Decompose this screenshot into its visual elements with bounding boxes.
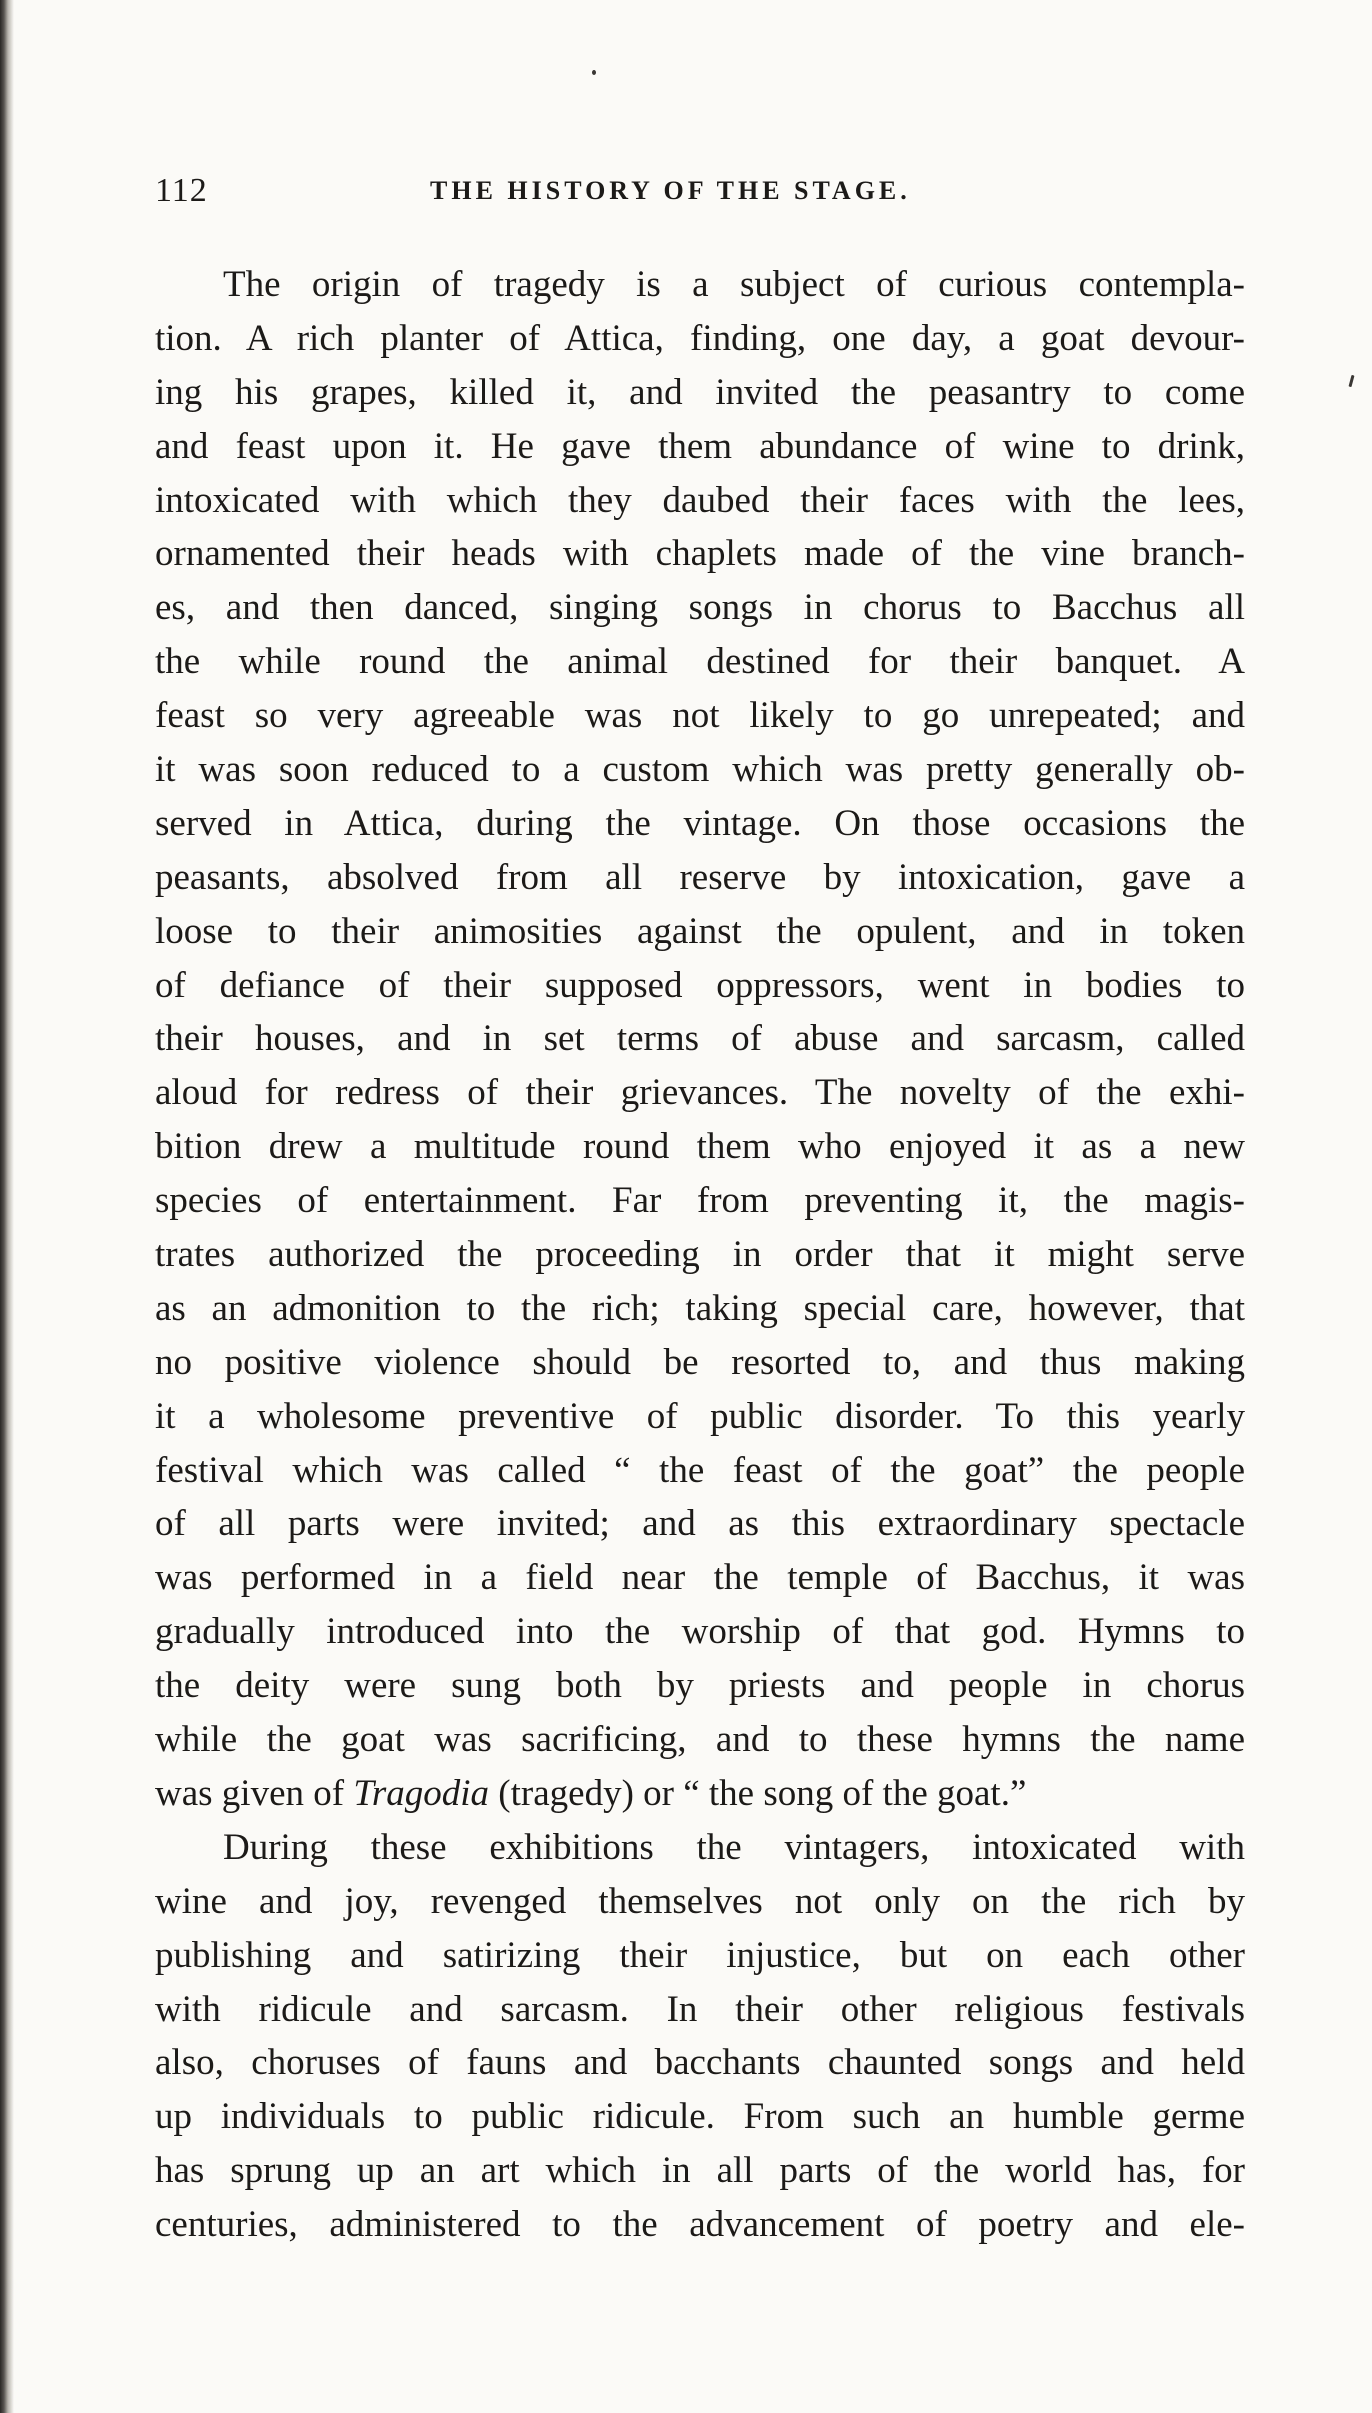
text-line: of defiance of their supposed oppressors, went in bodies to <box>155 964 1245 1006</box>
text-line: ing his grapes, killed it, and invited the peasantry to come <box>155 371 1245 413</box>
text-line: was performed in a field near the temple of Bacchus, it was <box>155 1557 1245 1599</box>
text-line: trates authorized the proceeding in order that it might serve <box>155 1234 1245 1276</box>
text-line: gradually introduced into the worship of that god. Hymns to <box>155 1611 1245 1653</box>
text-line: with ridicule and sarcasm. In their other religious festivals <box>155 1988 1245 2030</box>
text-run: (tragedy) or “ the song of the goat.” <box>489 1772 1027 1814</box>
text-line: species of entertainment. Far from preventing it, the magis- <box>155 1180 1245 1222</box>
text-line: The origin of tragedy is a subject of curious contempla- <box>223 264 1245 305</box>
text-line: bition drew a multitude round them who enjoyed it as a new <box>155 1126 1245 1168</box>
text-line: peasants, absolved from all reserve by intoxication, gave a <box>155 856 1245 898</box>
text-line: and feast upon it. He gave them abundance of wine to drink, <box>155 425 1245 467</box>
running-head: THE HISTORY OF THE STAGE. <box>430 176 911 205</box>
text-line: their houses, and in set terms of abuse and sarcasm, called <box>155 1018 1245 1060</box>
ink-speck <box>592 70 596 75</box>
text-line: wine and joy, revenged themselves not only on the rich by <box>155 1880 1245 1922</box>
text-line: no positive violence should be resorted to, and thus making <box>155 1341 1245 1383</box>
text-line: es, and then danced, singing songs in chorus to Bacchus all <box>155 587 1245 629</box>
text-line: of all parts were invited; and as this extraordinary spectacle <box>155 1503 1245 1545</box>
text-line: centuries, administered to the advancement of poetry and ele- <box>155 2204 1245 2246</box>
text-line: publishing and satirizing their injustice, but on each other <box>155 1934 1245 1976</box>
page-header <box>155 172 1255 216</box>
text-line: During these exhibitions the vintagers, intoxicated with <box>223 1826 1245 1868</box>
text-line-final <box>155 1767 1245 1821</box>
text-run: was given of <box>155 1772 354 1814</box>
text-line: intoxicated with which they daubed their faces with the lees, <box>155 479 1245 521</box>
text-line: as an admonition to the rich; taking special care, however, that <box>155 1287 1245 1329</box>
text-line: has sprung up an art which in all parts of the world has, for <box>155 2150 1245 2192</box>
text-line: aloud for redress of their grievances. The novelty of the exhi- <box>155 1072 1245 1114</box>
text-line: it a wholesome preventive of public disorder. To this yearly <box>155 1395 1245 1437</box>
text-line: loose to their animosities against the opulent, and in token <box>155 910 1245 952</box>
text-line: the deity were sung both by priests and people in chorus <box>155 1665 1245 1707</box>
page-number: 112 <box>155 172 208 209</box>
ink-speck <box>1348 375 1354 387</box>
text-line: up individuals to public ridicule. From such an humble germe <box>155 2096 1245 2138</box>
text-line: also, choruses of fauns and bacchants chaunted songs and held <box>155 2042 1245 2084</box>
text-line: while the goat was sacrificing, and to these hymns the name <box>155 1719 1245 1761</box>
binding-edge <box>0 0 14 2413</box>
text-line: feast so very agreeable was not likely to go unrepeated; and <box>155 695 1245 737</box>
text-line: tion. A rich planter of Attica, finding, one day, a goat devour- <box>155 317 1245 359</box>
body-text <box>155 258 1245 2252</box>
text-line: served in Attica, during the vintage. On those occasions the <box>155 802 1245 844</box>
text-line: ornamented their heads with chaplets made of the vine branch- <box>155 533 1245 575</box>
text-line: it was soon reduced to a custom which was pretty generally ob- <box>155 749 1245 791</box>
italic-term: Tragodia <box>353 1772 490 1814</box>
text-line: festival which was called “ the feast of the goat” the people <box>155 1449 1245 1491</box>
text-line: the while round the animal destined for their banquet. A <box>155 641 1245 683</box>
